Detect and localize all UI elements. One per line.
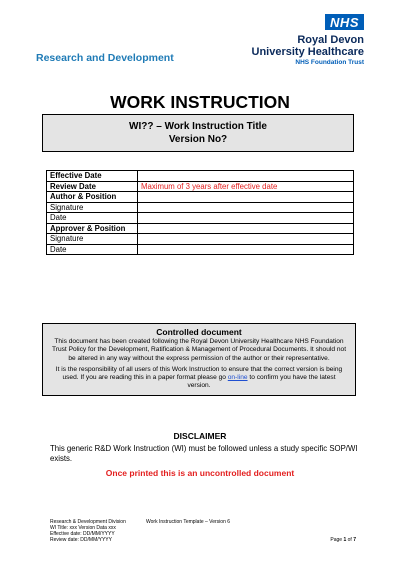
org-name-line1: Royal Devon [297, 34, 364, 46]
responsibility-text-end: to confirm you have the latest version. [187, 374, 336, 390]
footer-template: Work Instruction Template – Version 6 [146, 519, 231, 525]
page-of: of [346, 537, 354, 543]
footer-effective-date: Effective date: DD/MM/YYYY [50, 531, 115, 537]
page-total: 7 [353, 537, 356, 543]
document-title: WORK INSTRUCTION [110, 92, 290, 112]
review-date-label: Review Date [47, 181, 138, 192]
approver-position-value [138, 223, 354, 234]
author-date-value [138, 213, 354, 224]
table-row [47, 213, 354, 224]
approver-signature-value [138, 234, 354, 245]
page-current: 1 [343, 537, 347, 543]
controlled-document-responsibility [51, 366, 347, 391]
table-row [47, 244, 354, 255]
controlled-document-title: Controlled document [156, 327, 242, 337]
responsibility-text-start: It is the responsibility of all users of this Work Instruction to ensure that the correct version is being used. If you are reading this in a paper format please go [55, 365, 343, 382]
disclaimer-title: DISCLAIMER [173, 431, 227, 441]
effective-date-value [138, 171, 354, 182]
author-signature-label: Signature [47, 202, 138, 213]
controlled-document-box [42, 323, 356, 396]
department-label: Research and Development [36, 52, 174, 64]
org-name-line3: NHS Foundation Trust [295, 59, 364, 66]
version-number: Version No? [168, 134, 228, 145]
table-row [47, 171, 354, 182]
author-signature-value [138, 202, 354, 213]
review-date-value: Maximum of 3 years after effective date [138, 181, 354, 192]
nhs-badge: NHS [325, 14, 364, 30]
table-row [47, 234, 354, 245]
author-position-value [138, 192, 354, 203]
uncontrolled-notice: Once printed this is an uncontrolled document [105, 468, 295, 478]
nhs-logo [204, 14, 364, 67]
table-row [47, 202, 354, 213]
work-instruction-title: WI?? – Work Instruction Title [129, 121, 267, 132]
title-box [42, 114, 354, 152]
approver-date-value [138, 244, 354, 255]
controlled-document-text: This document has been created following the Royal Devon University Healthcare NHS Foundation Trust Policy for the Development, Ratification & Management of Procedural Documents. It should not be altered in any way without the express permission of the author or their representative. [51, 338, 347, 362]
author-date-label: Date [47, 213, 138, 224]
org-name-line2: University Healthcare [251, 46, 364, 58]
approver-position-label: Approver & Position [47, 223, 138, 234]
online-link[interactable]: on-line [227, 374, 248, 382]
approver-date-label: Date [47, 244, 138, 255]
document-info-table [46, 170, 354, 255]
table-row [47, 223, 354, 234]
footer-review-date: Review date: DD/MM/YYYY [50, 537, 112, 543]
approver-signature-label: Signature [47, 234, 138, 245]
footer-division: Research & Development Division [50, 519, 126, 525]
footer-wi-title: WI Title: xxx Version Data xxx [50, 525, 116, 531]
effective-date-label: Effective Date [47, 171, 138, 182]
author-position-label: Author & Position [47, 192, 138, 203]
page-prefix: Page [330, 537, 344, 543]
disclaimer-text: This generic R&D Work Instruction (WI) must be followed unless a study specific SOP/WI exists. [50, 444, 358, 463]
page-number [330, 537, 356, 543]
table-row [47, 192, 354, 203]
table-row [47, 181, 354, 192]
